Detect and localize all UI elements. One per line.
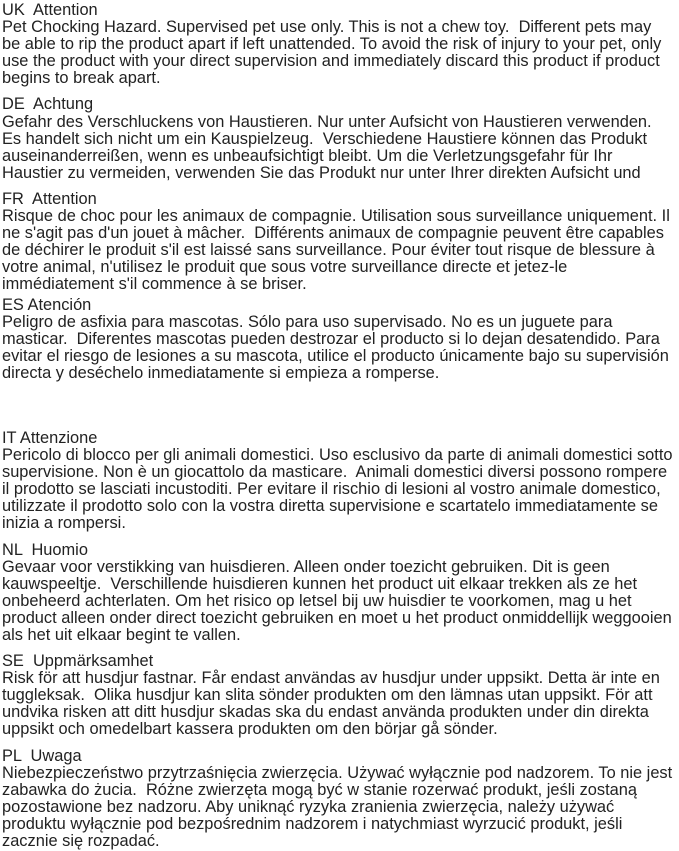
section-heading-uk: UK Attention	[2, 1, 98, 19]
warning-section-se	[2, 653, 674, 738]
section-heading-fr: FR Attention	[2, 189, 97, 208]
section-heading-es: ES Atención	[2, 295, 92, 314]
warning-section-pl	[2, 746, 677, 851]
section-body-es: Peligro de asfixia para mascotas. Sólo para uso supervisado. No es un juguete para masticar. Diferentes mascotas pueden destrozar el producto si lo dejan desatendido. Para evitar el riesgo de lesiones a su mascota, utilice el producto únicamente bajo su supervisión directa y deséchelo inmediatamente si empieza a romperse.	[2, 312, 674, 382]
warning-section-it	[2, 428, 678, 533]
section-heading-pl: PL Uwaga	[2, 746, 82, 765]
warning-section-uk	[2, 2, 674, 87]
section-body-de: Gefahr des Verschluckens von Haustieren. Nur unter Aufsicht von Haustieren verwenden. Es handelt sich nicht um ein Kauspielzeug. Verschiedene Haustiere können das Produkt auseinanderreißen, wenn es unbeaufsichtigt bleibt. Um die Verletzungsgefahr für Ihr Haustier zu vermeiden, verwenden Sie das Produkt nur unter Ihrer direkten Aufsicht und	[2, 112, 657, 182]
section-heading-it: IT Attenzione	[2, 428, 98, 447]
warning-section-es	[2, 297, 674, 382]
section-body-uk: Pet Chocking Hazard. Supervised pet use only. This is not a chew toy. Different pets may be able to rip the product apart if left unattended. To avoid the risk of injury to your pet, only use the product with your direct supervision and immediately discard this product if product begins to break apart.	[2, 18, 666, 88]
section-body-pl: Niebezpieczeństwo przytrzaśnięcia zwierzęcia. Używać wyłącznie pod nadzorem. To nie jest zabawka do żucia. Różne zwierzęta mogą być w stanie rozerwać produkt, jeśli zostaną pozostawione bez nadzoru. Aby uniknąć ryzyka zranienia zwierzęcia, należy używać produktu wyłącznie pod bezpośrednim nadzorem i natychmiast wyrzucić produkt, jeśli zacznie się rozpadać.	[2, 763, 677, 851]
section-body-nl: Gevaar voor verstikking van huisdieren. Alleen onder toezicht gebruiken. Dit is geen kauwspeeltje. Verschillende huisdieren kunnen het product uit elkaar trekken als ze het onbeheerd achterlaten. Om het risico op letsel bij uw huisdier te voorkomen, mag u het product alleen onder direct toezicht gebruiken en moet u het product onmiddellijk weggooien als het uit elkaar begint te vallen.	[2, 557, 677, 644]
warning-section-de	[2, 96, 674, 181]
section-body-se: Risk för att husdjur fastnar. Får endast användas av husdjur under uppsikt. Detta är inte en tuggleksak. Olika husdjur kan slita sönder produkten om den lämnas utan uppsikt. För att undvika risken att ditt husdjur skadas ska du endast använda produkten under din direkta uppsikt och omedelbart kassera produkten om den börjar gå sönder.	[2, 669, 665, 739]
warning-section-nl	[2, 540, 677, 645]
section-heading-nl: NL Huomio	[2, 540, 88, 559]
section-heading-de: DE Achtung	[2, 95, 94, 114]
warning-section-fr	[2, 191, 674, 294]
section-body-fr: Risque de choc pour les animaux de compagnie. Utilisation sous surveillance uniquement. Il ne s'agit pas d'un jouet à mâcher. Différents animaux de compagnie peuvent être capables de déchirer le produit s'il est laissé sans surveillance. Pour éviter tout risque de blessure à votre animal, n'utilisez le produit que sous votre surveillance directe et jetez-le immédiatement s'il commence à se briser.	[2, 207, 675, 294]
section-heading-se: SE Uppmärksamhet	[2, 652, 154, 671]
section-body-it: Pericolo di blocco per gli animali domestici. Uso esclusivo da parte di animali domestici sotto supervisione. Non è un giocattolo da masticare. Animali domestici diversi possono rompere il prodotto se lasciati incustoditi. Per evitare il rischio di lesioni al vostro animale domestico, utilizzate il prodotto solo con la vostra diretta supervisione e scartatelo immediatamente se inizia a rompersi.	[2, 446, 678, 533]
